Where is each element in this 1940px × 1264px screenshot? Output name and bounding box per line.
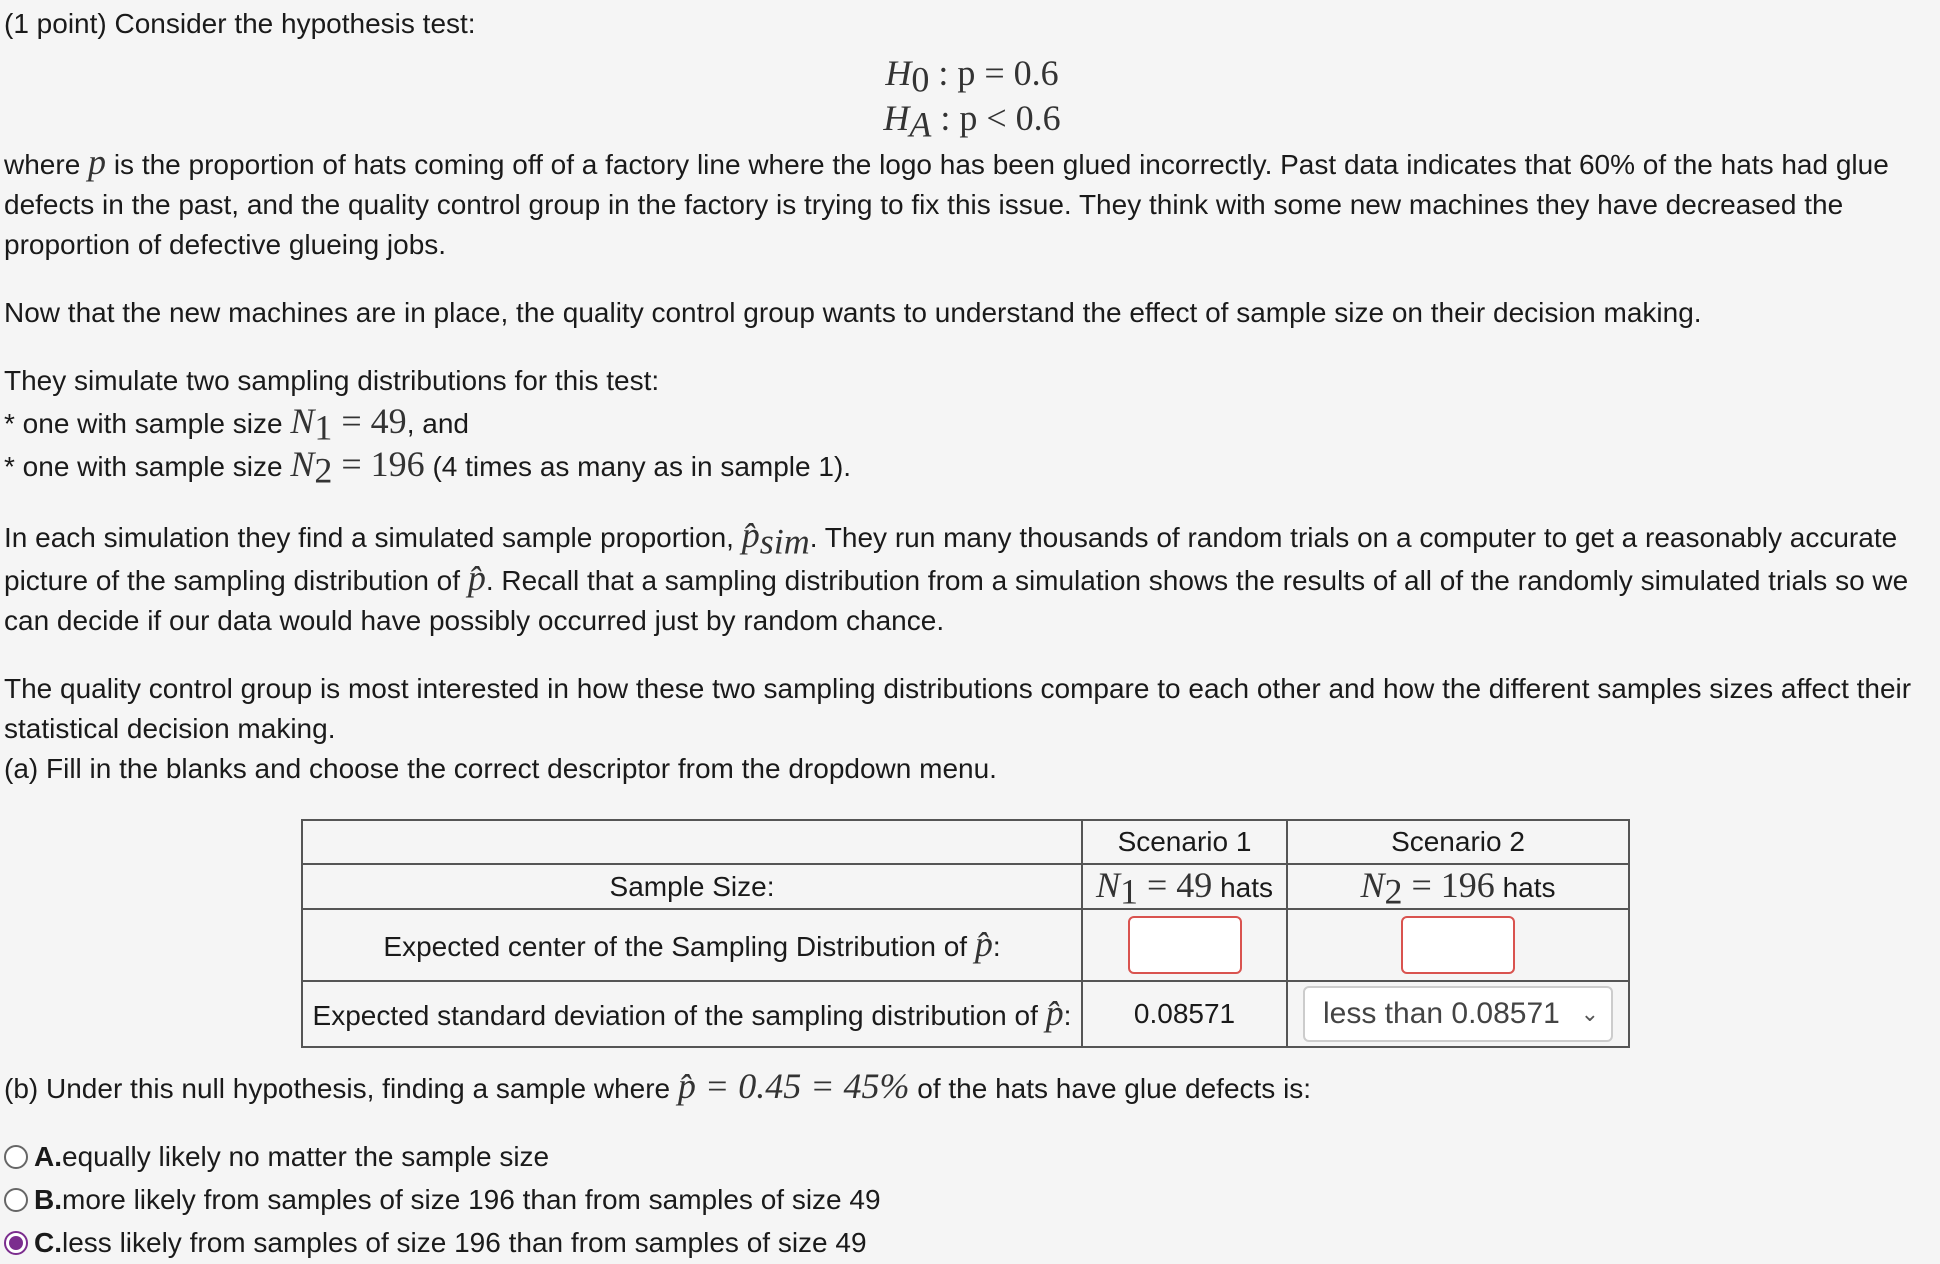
sample-bullet-1: * one with sample size $N_1 = 49$, and [4, 401, 469, 448]
comparison-paragraph: The quality control group is most interested in how these two sampling distributions compare to each other and how the different samples sizes affect their statistical decision making. [4, 673, 1912, 744]
simulation-intro: They simulate two sampling distributions for this test: [4, 365, 660, 396]
scenario-2-center-cell [1287, 909, 1629, 981]
table-header-empty [302, 820, 1082, 864]
alternative-hypothesis: $H_A$ : p < 0.6 [883, 98, 1061, 145]
table-header-row [302, 820, 1629, 864]
hypotheses-block [4, 52, 1940, 145]
table-row-standard-deviation [302, 981, 1629, 1047]
option-a[interactable]: A. equally likely no matter the sample size [4, 1135, 1940, 1178]
radio-c-selected[interactable] [4, 1231, 28, 1255]
context-paragraph: where p is the proportion of hats coming off of a factory line where the logo has been glued incorrectly. Past data indicates that 60% of the hats had glue defects in the past, and the quality control group in the factory is trying to fix this issue. They think with some new machines they have decreased the proportion of defective glueing jobs. [4, 142, 1889, 260]
problem-intro: (1 point) Consider the hypothesis test: [4, 8, 476, 39]
answer-options [4, 1135, 1940, 1264]
scenario-2-sd-cell [1287, 981, 1629, 1047]
dropdown-selected-value: less than 0.08571 [1323, 997, 1560, 1030]
radio-a[interactable] [4, 1145, 28, 1169]
table-header-scenario-2: Scenario 2 [1287, 820, 1629, 864]
option-b[interactable]: B. more likely from samples of size 196 than from samples of size 49 [4, 1178, 1940, 1221]
sample-size-paragraph: Now that the new machines are in place, the quality control group wants to understand the effect of sample size on their decision making. [4, 297, 1702, 328]
scenario-1-center-input[interactable] [1128, 916, 1242, 974]
scenario-1-sample-size: $N_1 = 49$ hats [1082, 864, 1287, 909]
scenario-1-center-cell [1082, 909, 1287, 981]
scenario-2-center-input[interactable] [1401, 916, 1515, 974]
scenario-1-sd-value: 0.08571 [1082, 981, 1287, 1047]
scenario-2-sample-size: $N_2 = 196$ hats [1287, 864, 1629, 909]
table-row-expected-center [302, 909, 1629, 981]
scenario-table [301, 819, 1630, 1048]
table-header-scenario-1: Scenario 1 [1082, 820, 1287, 864]
part-b-question: (b) Under this null hypothesis, finding a sample where p̂ = 0.45 = 45% of the hats have glue defects is: [4, 1066, 1312, 1106]
row-label-expected-center: Expected center of the Sampling Distribution of p̂: [302, 909, 1082, 981]
row-label-sample-size: Sample Size: [302, 864, 1082, 909]
null-hypothesis: $H_0$ : p = 0.6 [885, 53, 1059, 100]
chevron-down-icon: ⌄ [1580, 1001, 1599, 1026]
part-a-instruction: (a) Fill in the blanks and choose the correct descriptor from the dropdown menu. [4, 753, 997, 784]
radio-b[interactable] [4, 1188, 28, 1212]
row-label-standard-deviation: Expected standard deviation of the sampling distribution of p̂: [302, 981, 1082, 1047]
option-c[interactable]: C. less likely from samples of size 196 than from samples of size 49 [4, 1221, 1940, 1264]
sample-bullet-2: * one with sample size $N_2 = 196$ (4 times as many as in sample 1). [4, 444, 852, 491]
scenario-2-sd-dropdown[interactable] [1303, 986, 1613, 1042]
simulation-paragraph: In each simulation they find a simulated sample proportion, $p̂_{sim}$. They run many thousands of random trials on a computer to get a reasonably accurate picture of the sampling distribution of p̂. Recall that a sampling distribution from a simulation shows the results of all of the randomly simulated trials so we can decide if our data would have possibly occurred just by random chance. [4, 515, 1909, 636]
table-row-sample-size [302, 864, 1629, 909]
